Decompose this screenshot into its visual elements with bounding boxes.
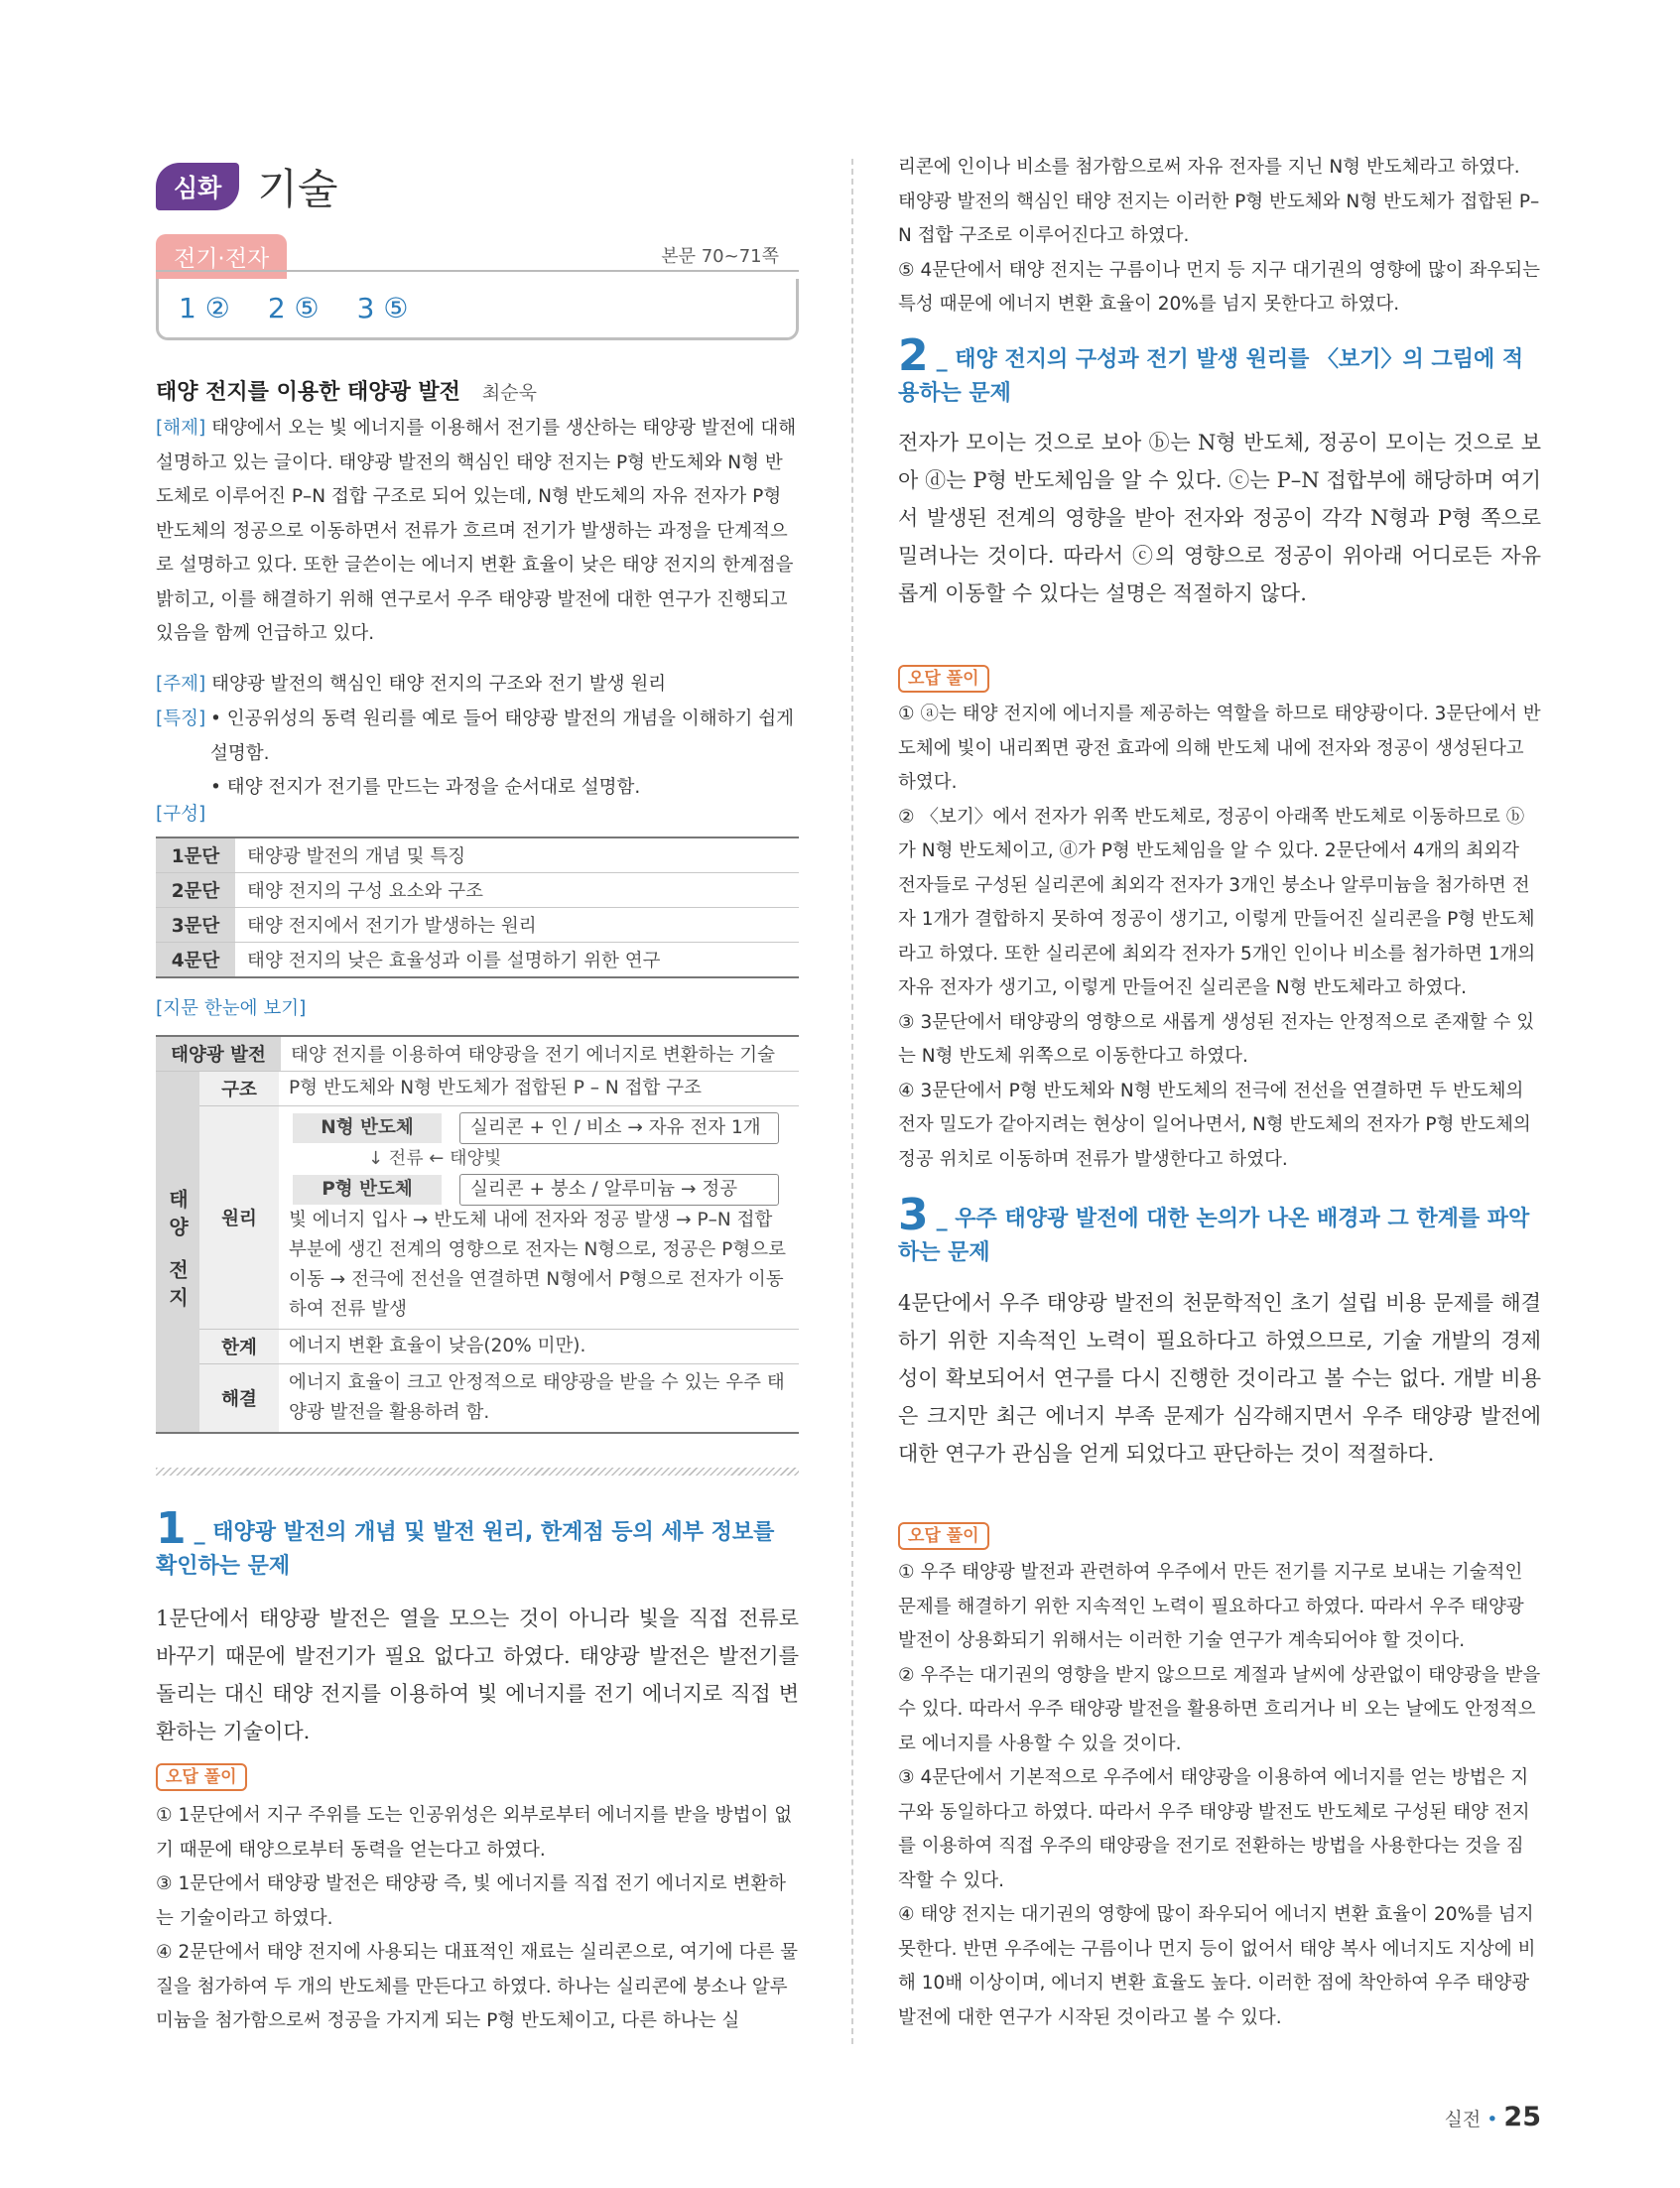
question-1-heading <box>156 1503 799 1584</box>
question-1-number: 1 <box>156 1503 187 1554</box>
question-1-wrong-answer-badge: 오답 풀이 <box>156 1763 247 1791</box>
footer-label: 실전 <box>1444 2109 1482 2130</box>
summary-tag: [지문 한눈에 보기] <box>156 998 307 1019</box>
answer-box-reference: 본문 70~71쪽 <box>661 246 779 267</box>
explanation-item: ② 우주는 대기권의 영향을 받지 않으므로 계절과 날씨에 상관없이 태양광을 받을 수 있다. 따라서 우주 태양광 발전을 활용하면 흐리거나 비 오는 날에도 안정적으로 에너지를 사용할 수 있을 것이다. <box>898 1664 1541 1754</box>
answer-box-rule <box>156 270 799 272</box>
page-number: 25 <box>1503 2102 1541 2132</box>
question-3-body: 4문단에서 우주 태양광 발전의 천문학적인 초기 설립 비용 문제를 해결하기 위한 지속적인 노력이 필요하다고 하였으므로, 기술 개발의 경제성이 확보되어서 연구를 다시 진행한 것이라고 볼 수는 없다. 개발 비용은 크지만 최근 에너지 부족 문제가 심각해지면서 우주 태양광 발전에 대한 연구가 관심을 얻게 되었다고 판단하는 것이 적절하다. <box>898 1291 1541 1466</box>
row-key: 2문단 <box>156 873 235 908</box>
question-1-title: _ 태양광 발전의 개념 및 발전 원리, 한계점 등의 세부 정보를 확인하는 문제 <box>156 1520 775 1579</box>
summary-row-solve <box>199 1364 799 1432</box>
theme-text: 태양광 발전의 핵심인 태양 전지의 구조와 전기 발생 원리 <box>211 674 667 695</box>
summary-rows <box>199 1072 799 1432</box>
summary-heading <box>156 992 799 1027</box>
row-value: 태양 전지의 낮은 효율성과 이를 설명하기 위한 연구 <box>235 943 799 978</box>
row-key: 구조 <box>199 1072 279 1105</box>
explanation-item: ① 우주 태양광 발전과 관련하여 우주에서 만든 전기를 지구로 보내는 기술적인 문제를 해결하기 위한 지속적인 노력이 필요하다고 하였다. 따라서 우주 태양광 발전이 상용화되기 위해서는 이러한 기술 연구가 계속되어야 할 것이다. <box>898 1562 1524 1651</box>
question-2-heading <box>898 330 1541 411</box>
row-value: 에너지 변환 효율이 낮음(20% 미만). <box>289 1336 586 1356</box>
explanation-item: ④ 2문단에서 태양 전지에 사용되는 대표적인 재료는 실리콘으로, 여기에 다른 물질을 첨가하여 두 개의 반도체를 만든다고 하였다. 하나는 실리콘에 붕소나 알루미늄을 첨가함으로써 정공을 가지게 되는 P형 반도체이고, 다른 하나는 실 <box>156 1942 799 2031</box>
summary-top-value: 태양 전지를 이용하여 태양광을 전기 에너지로 변환하는 기술 <box>291 1045 775 1066</box>
summary-top-row <box>156 1037 799 1072</box>
article-title-text: 태양 전지를 이용한 태양광 발전 <box>156 380 460 405</box>
summary-row-structure <box>199 1072 799 1106</box>
summary-row-limit <box>199 1330 799 1364</box>
structure-tag: [구성] <box>156 804 206 825</box>
section-title: 기술 <box>257 165 338 213</box>
explanation-item: ① ⓐ는 태양 전지에 에너지를 제공하는 역할을 하므로 태양광이다. 3문단에서 반도체에 빛이 내리쬐면 광전 효과에 의해 반도체 내에 전자와 정공이 생성된다고 하였다. <box>898 704 1541 793</box>
p-type-row <box>289 1174 791 1206</box>
answer-box <box>156 234 799 340</box>
summary-side-label: 태양 전지 <box>156 1072 199 1432</box>
commentary-tag: [해제] <box>156 418 206 439</box>
explanation-item: ④ 태양 전지는 대기권의 영향에 많이 좌우되어 에너지 변환 효율이 20%를 넘지 못한다. 반면 우주에는 구름이나 먼지 등이 없어서 태양 복사 에너지도 지상에 비해 10배 이상이며, 에너지 변환 효율도 높다. 이러한 점에 착안하여 우주 태양광 발전에 대한 연구가 시작된 것이라고 볼 수 있다. <box>898 1904 1536 2028</box>
column-divider <box>851 159 853 2044</box>
row-key: 원리 <box>199 1106 279 1329</box>
question-2-body: 전자가 모이는 것으로 보아 ⓑ는 N형 반도체, 정공이 모이는 것으로 보아 ⓓ는 P형 반도체임을 알 수 있다. ⓒ는 P–N 접합부에 해당하며 여기서 발생된 전계의 영향을 받아 전자와 정공이 각각 N형과 P형 쪽으로 밀려나는 것이다. 따라서 ⓒ의 영향으로 정공이 위아래 어디로든 자유롭게 이동할 수 있다는 설명은 적절하지 않다. <box>898 431 1541 605</box>
n-type-row <box>289 1112 791 1144</box>
question-3-explanation <box>898 1556 1541 2035</box>
row-key: 해결 <box>199 1364 279 1432</box>
principle-text: 빛 에너지 입사 → 반도체 내에 전자와 정공 발생 → P–N 접합 부분에 생긴 전계의 영향으로 전자는 N형으로, 정공은 P형으로 이동 → 전극에 전선을 연결하면 N형에서 P형으로 전자가 이동하여 전류 발생 <box>289 1210 786 1320</box>
row-key: 1문단 <box>156 837 235 873</box>
commentary <box>156 412 799 652</box>
section-separator <box>156 1468 799 1476</box>
row-key: 한계 <box>199 1330 279 1363</box>
explanation-item: ① 1문단에서 지구 주위를 도는 인공위성은 외부로부터 에너지를 받을 방법이 없기 때문에 태양으로부터 동력을 얻는다고 하였다. <box>156 1805 793 1861</box>
explanation-item: ② 〈보기〉에서 전자가 위쪽 반도체로, 정공이 아래쪽 반도체로 이동하므로 ⓑ가 N형 반도체이고, ⓓ가 P형 반도체임을 알 수 있다. 2문단에서 4개의 최외각 전자들로 구성된 실리콘에 최외각 전자가 3개인 붕소나 알루미늄을 첨가하면 전자 1개가 결합하지 못하여 정공이 생기고, 이렇게 만들어진 실리콘을 P형 반도체라고 하였다. 또한 실리콘에 최외각 전자가 5개인 인이나 비소를 첨가하면 1개의 자유 전자가 생기고, 이렇게 만들어진 실리콘을 N형 반도체라고 하였다. <box>898 806 1536 998</box>
question-3-heading <box>898 1190 1541 1270</box>
n-type-box: 실리콘 + 인 / 비소 → 자유 전자 1개 <box>459 1112 779 1144</box>
row-value: 태양 전지에서 전기가 발생하는 원리 <box>235 908 799 943</box>
summary-table <box>156 1035 799 1434</box>
answer-2: 2 ⑤ <box>267 292 320 324</box>
question-1-body: 1문단에서 태양광 발전은 열을 모으는 것이 아니라 빛을 직접 전류로 바꾸기 때문에 발전기가 필요 없다고 하였다. 태양광 발전은 발전기를 돌리는 대신 태양 전지를 이용하여 빛 에너지를 전기 에너지로 직접 변환하는 기술이다. <box>156 1607 799 1743</box>
feature-1: • 인공위성의 동력 원리를 예로 들어 태양광 발전의 개념을 이해하기 쉽게 설명함. <box>210 708 794 764</box>
row-value: P형 반도체와 N형 반도체가 접합된 P – N 접합 구조 <box>289 1078 702 1098</box>
question-2-number: 2 <box>898 330 929 381</box>
question-1-explanation <box>156 1799 799 2039</box>
row-key: 3문단 <box>156 908 235 943</box>
explanation-item: ③ 3문단에서 태양광의 영향으로 새롭게 생성된 전자는 안정적으로 존재할 수 있는 N형 반도체 위쪽으로 이동한다고 하였다. <box>898 1011 1535 1067</box>
p-type-box: 실리콘 + 붕소 / 알루미늄 → 정공 <box>459 1174 779 1206</box>
row-value <box>279 1106 799 1329</box>
answer-box-tab: 전기·전자 <box>156 234 287 279</box>
question-2-wrong-answer-badge: 오답 풀이 <box>898 665 989 693</box>
section-badge: 심화 <box>156 163 239 210</box>
p-type-label: P형 반도체 <box>293 1175 442 1205</box>
n-type-label: N형 반도체 <box>293 1113 442 1143</box>
features-tag: [특징] <box>156 708 206 729</box>
row-value: 태양광 발전의 개념 및 특징 <box>235 837 799 873</box>
article-title <box>156 375 537 406</box>
question-2-explanation <box>898 698 1541 1177</box>
page-footer <box>1444 2102 1541 2132</box>
page-header <box>156 157 337 216</box>
footer-dot: • <box>1486 2109 1498 2130</box>
table-row <box>156 943 799 978</box>
summary-row-principle <box>199 1106 799 1330</box>
explanation-item: ③ 4문단에서 기본적으로 우주에서 태양광을 이용하여 에너지를 얻는 방법은 지구와 동일하다고 하였다. 따라서 우주 태양광 발전도 반도체로 구성된 태양 전지를 이용하여 직접 우주의 태양광을 전기로 전환하는 방법을 사용한다는 것을 짐작할 수 있다. <box>898 1767 1530 1891</box>
explanation-item: 리콘에 인이나 비소를 첨가함으로써 자유 전자를 지닌 N형 반도체라고 하였다. 태양광 발전의 핵심인 태양 전지는 이러한 P형 반도체와 N형 반도체가 접합된 P–N 접합 구조로 이루어진다고 하였다. <box>898 157 1540 246</box>
structure-heading <box>156 798 799 833</box>
structure-table <box>156 837 799 978</box>
theme <box>156 668 799 703</box>
row-value: 태양 전지의 구성 요소와 구조 <box>235 873 799 908</box>
row-value: 에너지 효율이 크고 안정적으로 태양광을 받을 수 있는 우주 태양광 발전을 활용하려 함. <box>289 1372 785 1423</box>
question-3-number: 3 <box>898 1190 929 1240</box>
row-key: 4문단 <box>156 943 235 978</box>
answer-1: 1 ② <box>179 292 230 324</box>
article-author: 최순욱 <box>481 382 537 404</box>
table-row <box>156 873 799 908</box>
theme-tag: [주제] <box>156 674 206 695</box>
summary-body <box>156 1072 799 1432</box>
commentary-text: 태양에서 오는 빛 에너지를 이용해서 전기를 생산하는 태양광 발전에 대해 설명하고 있는 글이다. 태양광 발전의 핵심인 태양 전지는 P형 반도체와 N형 반도체로 이루어진 P–N 접합 구조로 되어 있는데, N형 반도체의 자유 전자가 P형 반도체의 정공으로 이동하면서 전류가 흐르며 전기가 발생하는 과정을 단계적으로 설명하고 있다. 또한 글쓴이는 에너지 변환 효율이 낮은 태양 전지의 한계점을 밝히고, 이를 해결하기 위해 연구로서 우주 태양광 발전에 대한 연구가 진행되고 있음을 함께 언급하고 있다. <box>156 418 797 644</box>
table-row <box>156 837 799 873</box>
answer-list <box>156 279 799 340</box>
explanation-item: ⑤ 4문단에서 태양 전지는 구름이나 먼지 등 지구 대기권의 영향에 많이 좌우되는 특성 때문에 에너지 변환 효율이 20%를 넘지 못한다고 하였다. <box>898 259 1541 315</box>
answer-3: 3 ⑤ <box>356 292 409 324</box>
current-arrow: ↓ 전류 ← 태양빛 <box>368 1148 502 1169</box>
summary-top-key: 태양광 발전 <box>156 1037 281 1071</box>
question-2-title: _ 태양 전지의 구성과 전기 발생 원리를 〈보기〉의 그림에 적용하는 문제 <box>898 347 1524 406</box>
explanation-item: ④ 3문단에서 P형 반도체와 N형 반도체의 전극에 전선을 연결하면 두 반도체의 전자 밀도가 같아지려는 현상이 일어나면서, N형 반도체의 전자가 P형 반도체의 정공 위치로 이동하며 전류가 발생한다고 하였다. <box>898 1080 1531 1170</box>
explanation-item: ③ 1문단에서 태양광 발전은 태양광 즉, 빛 에너지를 직접 전기 에너지로 변환하는 기술이라고 하였다. <box>156 1873 787 1929</box>
table-row <box>156 908 799 943</box>
continued-explanation <box>898 151 1541 322</box>
feature-2: • 태양 전지가 전기를 만드는 과정을 순서대로 설명함. <box>210 777 641 798</box>
question-3-wrong-answer-badge: 오답 풀이 <box>898 1522 989 1550</box>
question-3-title: _ 우주 태양광 발전에 대한 논의가 나온 배경과 그 한계를 파악하는 문제 <box>898 1207 1530 1265</box>
